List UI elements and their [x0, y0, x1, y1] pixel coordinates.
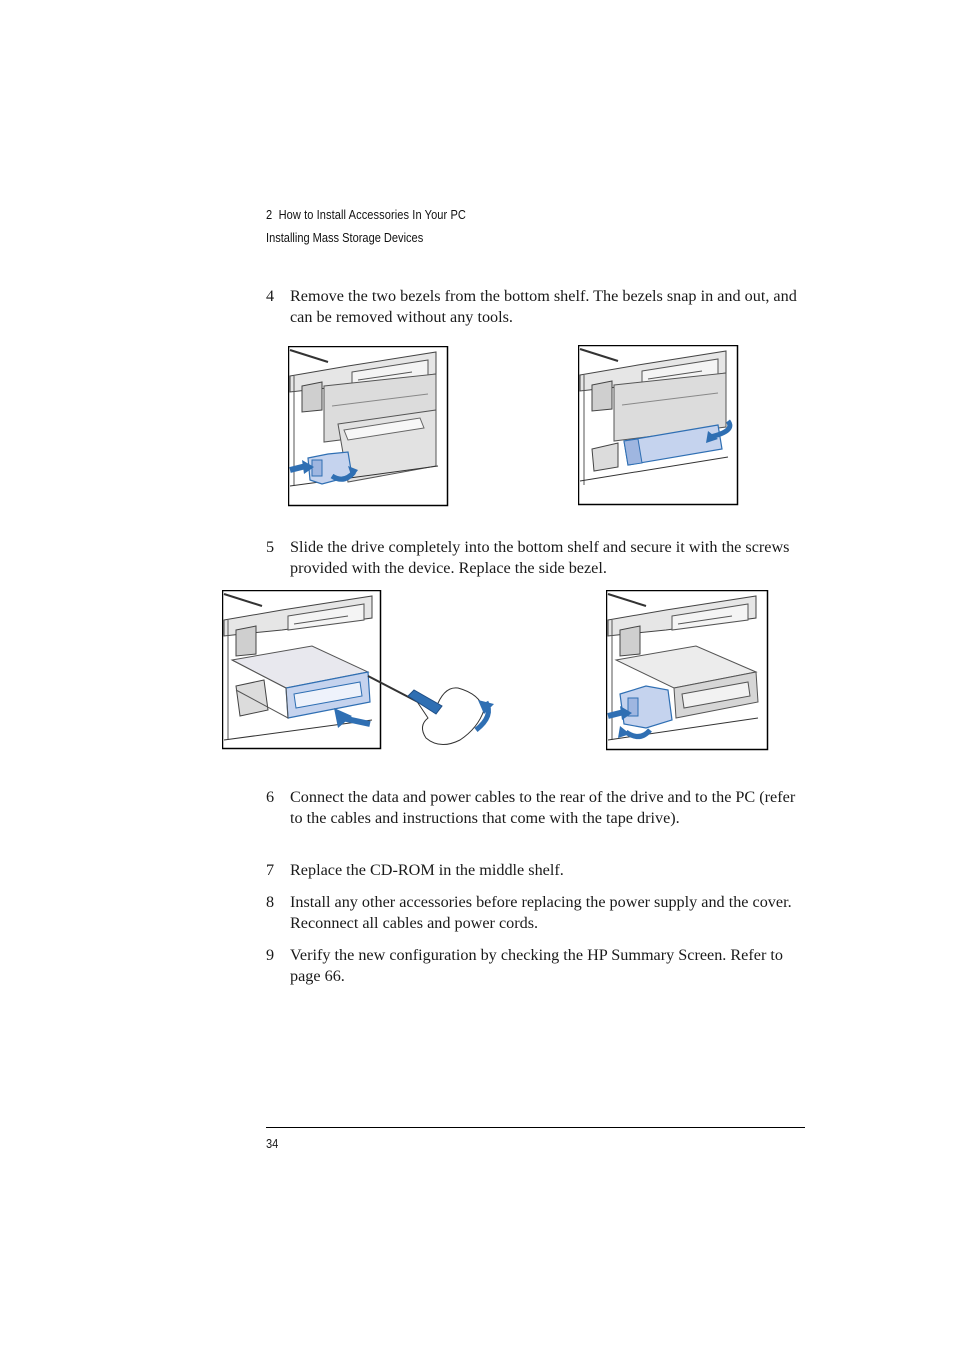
step-number: 9 — [266, 946, 275, 964]
step-number: 8 — [266, 893, 275, 911]
step-text: Connect the data and power cables to the rear of the drive and to the PC (refer to the cables and instructions that come with the tape drive). — [290, 788, 796, 827]
step-4 — [266, 286, 806, 328]
step-number: 4 — [266, 287, 275, 305]
step-5 — [266, 537, 806, 579]
step-6 — [266, 787, 806, 829]
step-text: Verify the new configuration by checking the HP Summary Screen. Refer to page 66. — [290, 946, 783, 985]
step-number: 5 — [266, 538, 275, 556]
step-number: 7 — [266, 861, 275, 879]
illustration-insert-drive — [222, 590, 502, 752]
step-8 — [266, 892, 806, 934]
chapter-title: How to Install Accessories In Your PC — [278, 207, 466, 222]
figure-replace-side-bezel — [606, 590, 769, 751]
chapter-heading — [266, 207, 466, 222]
footer-rule — [266, 1127, 805, 1128]
figure-remove-front-bezel — [288, 346, 449, 507]
step-text: Slide the drive completely into the bottom shelf and secure it with the screws provided with the device. Replace the side bezel. — [290, 538, 790, 577]
step-text: Install any other accessories before replacing the power supply and the cover. Reconnect all cables and power cords. — [290, 893, 792, 932]
step-number: 6 — [266, 788, 275, 806]
illustration-remove-front-bezel — [288, 346, 449, 507]
illustration-replace-side-bezel — [606, 590, 769, 751]
figure-insert-drive — [222, 590, 502, 752]
step-text: Replace the CD-ROM in the middle shelf. — [290, 861, 564, 879]
section-title: Installing Mass Storage Devices — [266, 230, 424, 245]
illustration-remove-shelf-bezel — [578, 345, 739, 506]
chapter-number: 2 — [266, 207, 273, 222]
figure-remove-shelf-bezel — [578, 345, 739, 506]
step-text: Remove the two bezels from the bottom shelf. The bezels snap in and out, and can be removed without any tools. — [290, 287, 797, 326]
page-number: 34 — [266, 1136, 279, 1151]
step-7 — [266, 860, 806, 881]
step-9 — [266, 945, 806, 987]
